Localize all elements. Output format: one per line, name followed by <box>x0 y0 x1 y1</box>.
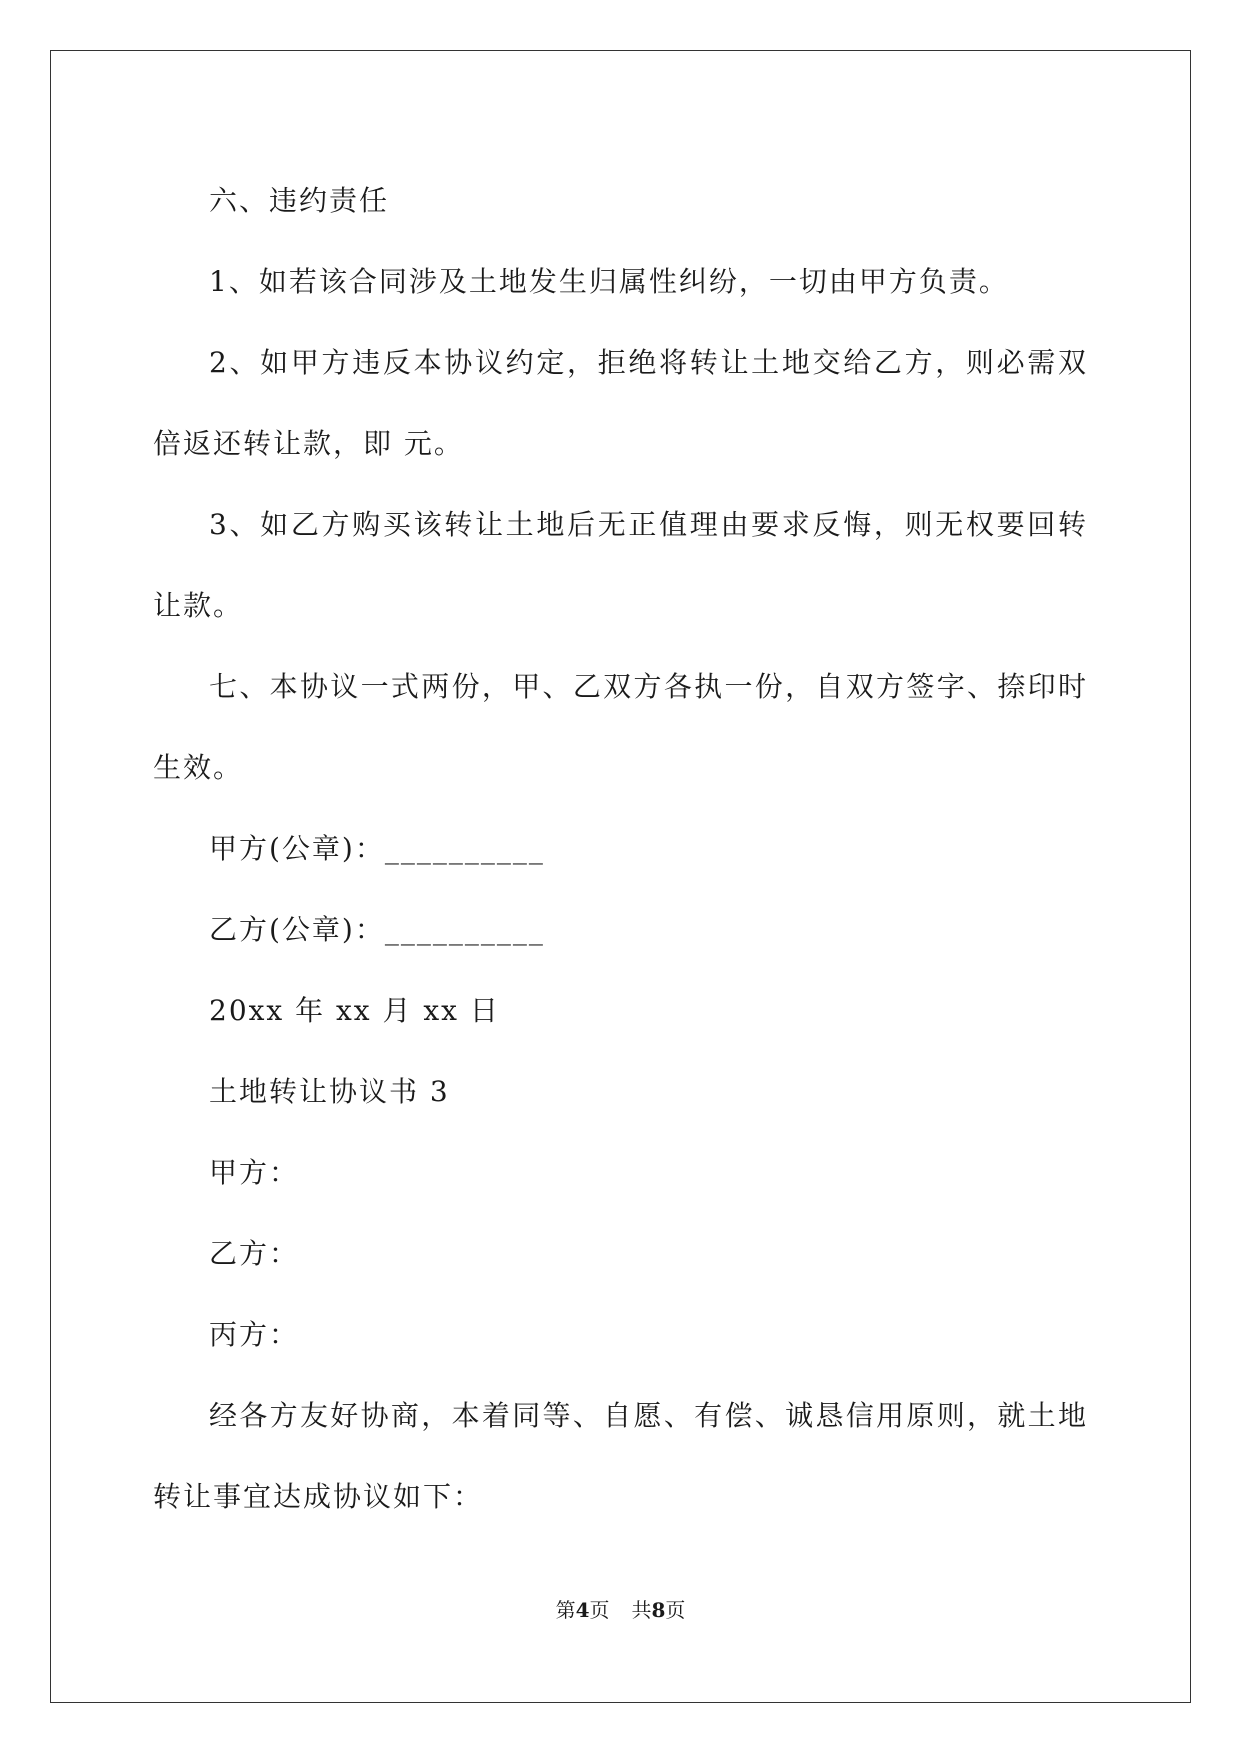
clause-2: 2、如甲方违反本协议约定，拒绝将转让土地交给乙方，则必需双倍返还转让款，即 元。 <box>153 346 1088 460</box>
footer-page-prefix: 第 <box>555 1598 576 1622</box>
footer-total-suffix: 页 <box>665 1598 686 1622</box>
footer-page-suffix: 页 <box>589 1598 610 1622</box>
party-a-label: 甲方： <box>209 1156 300 1189</box>
document-body <box>153 160 1088 1537</box>
footer-page-current: 4 <box>575 1598 590 1622</box>
party-b-seal-line: 乙方(公章)：__________ <box>209 913 545 946</box>
section-heading-breach: 六、违约责任 <box>209 184 390 217</box>
clause-3: 3、如乙方购买该转让土地后无正值理由要求反悔，则无权要回转让款。 <box>153 508 1088 622</box>
party-c-label: 丙方： <box>209 1318 300 1351</box>
clause-1: 1、如若该合同涉及土地发生归属性纠纷，一切由甲方负责。 <box>209 265 1009 298</box>
agreement-title: 土地转让协议书 3 <box>209 1075 450 1108</box>
footer-page-total: 8 <box>651 1598 666 1622</box>
section-seven: 七、本协议一式两份，甲、乙双方各执一份，自双方签字、捺印时生效。 <box>153 670 1088 784</box>
intro-paragraph: 经各方友好协商，本着同等、自愿、有偿、诚恳信用原则，就土地转让事宜达成协议如下： <box>153 1399 1088 1513</box>
party-a-seal-line: 甲方(公章)：__________ <box>209 832 545 865</box>
party-b-label: 乙方： <box>209 1237 300 1270</box>
date-line: 20xx 年 xx 月 xx 日 <box>209 994 500 1027</box>
page-footer <box>0 1594 1241 1623</box>
footer-total-prefix: 共 <box>631 1598 652 1622</box>
